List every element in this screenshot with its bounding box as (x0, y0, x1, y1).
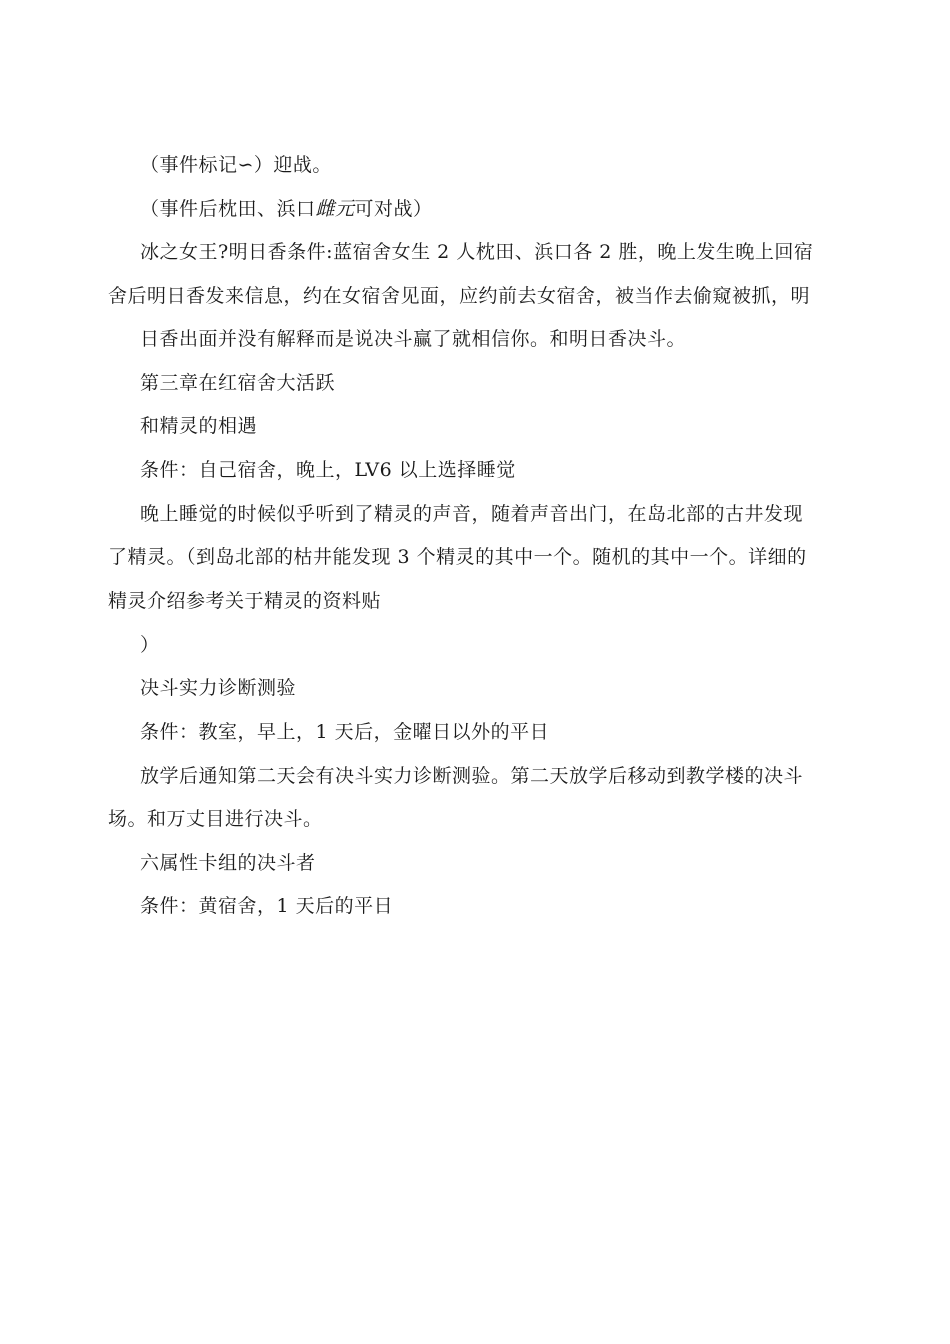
text-line: 晚上睡觉的时候似乎听到了精灵的声音，随着声音出门，在岛北部的古井发现 (140, 503, 804, 525)
text-line: 场。和万丈目进行决斗。 (108, 808, 323, 830)
italic-text-span: 雌元 (315, 198, 355, 220)
text-line (140, 197, 433, 221)
text-line: 舍后明日香发来信息，约在女宿舍见面，应约前去女宿舍，被当作去偷窥被抓，明 (108, 285, 811, 307)
text-line: 精灵介绍参考关于精灵的资料贴 (108, 590, 382, 612)
subheading: 和精灵的相遇 (140, 415, 258, 437)
text-span: （事件后枕田、浜口 (140, 198, 316, 220)
text-line: 冰之女王?明日香条件:蓝宿舍女生 2 人枕田、浜口各 2 胜，晚上发生晚上回宿 (140, 241, 814, 263)
condition-line: 条件：自己宿舍，晚上，LV6 以上选择睡觉 (140, 459, 516, 481)
section-heading: 第三章在红宿舍大活跃 (140, 372, 336, 394)
text-line: 放学后通知第二天会有决斗实力诊断测验。第二天放学后移动到教学楼的决斗 (140, 765, 804, 787)
subheading: 六属性卡组的决斗者 (140, 852, 316, 874)
text-span: 可对战） (354, 198, 433, 220)
condition-line: 条件：黄宿舍，1 天后的平日 (140, 895, 394, 917)
text-line: 日香出面并没有解释而是说决斗赢了就相信你。和明日香决斗。 (140, 328, 687, 350)
text-line: （事件标记∽）迎战。 (140, 154, 332, 176)
text-line: ） (140, 634, 160, 656)
condition-line: 条件：教室，早上，1 天后，金曜日以外的平日 (140, 721, 550, 743)
subheading: 决斗实力诊断测验 (140, 677, 297, 699)
text-line: 了精灵。（到岛北部的枯井能发现 3 个精灵的其中一个。随机的其中一个。详细的 (108, 546, 807, 568)
